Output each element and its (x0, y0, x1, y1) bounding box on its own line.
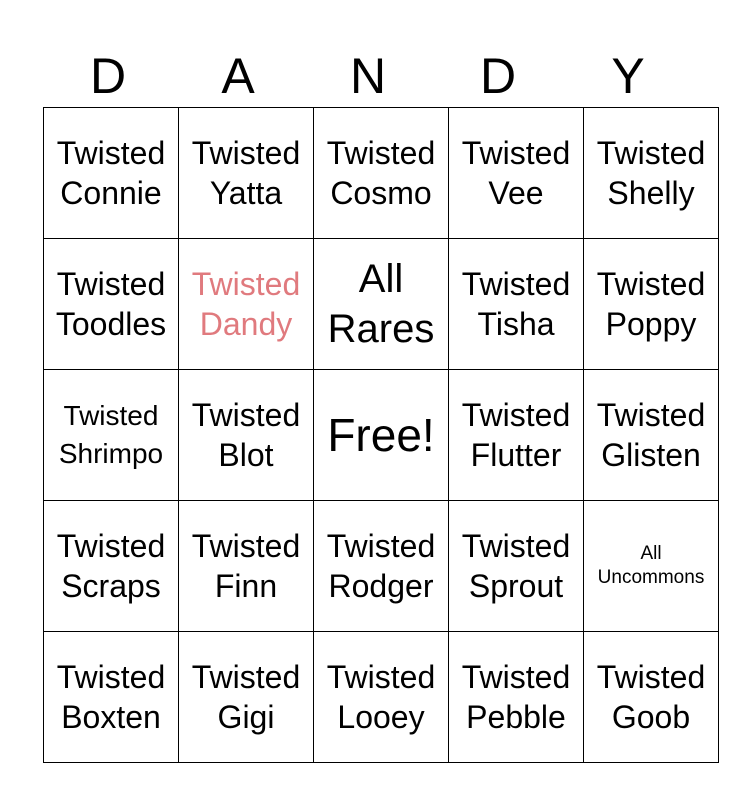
bingo-cell[interactable] (449, 239, 584, 370)
bingo-cell-label: Twisted Rodger (326, 528, 436, 604)
bingo-cell[interactable] (44, 632, 179, 763)
bingo-cell-label: Twisted Cosmo (326, 135, 436, 211)
bingo-cell[interactable] (44, 108, 179, 239)
bingo-cell[interactable] (179, 632, 314, 763)
bingo-cell-label: Twisted Yatta (191, 135, 301, 211)
bingo-row (44, 501, 719, 632)
bingo-cell-label: All Rares (327, 257, 435, 351)
bingo-row (44, 370, 719, 501)
bingo-cell[interactable] (584, 239, 719, 370)
bingo-cell[interactable] (179, 108, 314, 239)
bingo-cell[interactable] (584, 632, 719, 763)
bingo-cell-label: Twisted Goob (596, 659, 706, 735)
bingo-cell[interactable] (179, 501, 314, 632)
bingo-cell[interactable] (314, 108, 449, 239)
bingo-cell-label: Twisted Shelly (596, 135, 706, 211)
bingo-row (44, 108, 719, 239)
bingo-cell[interactable] (584, 370, 719, 501)
bingo-cell-label: Twisted Scraps (56, 528, 166, 604)
bingo-cell-label: Twisted Toodles (55, 266, 167, 342)
bingo-cell[interactable] (44, 370, 179, 501)
bingo-cell-label: Twisted Gigi (191, 659, 301, 735)
bingo-cell-label: Twisted Shrimpo (58, 400, 164, 469)
bingo-cell[interactable] (584, 501, 719, 632)
bingo-cell[interactable] (179, 239, 314, 370)
bingo-cell-label: Twisted Tisha (461, 266, 571, 342)
header-letter-d: D (89, 48, 127, 104)
header-letter-d2: D (479, 48, 517, 104)
bingo-row (44, 632, 719, 763)
bingo-cell[interactable] (44, 501, 179, 632)
bingo-header (43, 46, 693, 106)
bingo-cell-label: Twisted Vee (461, 135, 571, 211)
bingo-cell-label: Twisted Glisten (596, 397, 706, 473)
bingo-cell[interactable] (584, 108, 719, 239)
bingo-cell[interactable] (179, 370, 314, 501)
bingo-cell-label: Twisted Boxten (56, 659, 166, 735)
bingo-cell-label: Twisted Poppy (596, 266, 706, 342)
bingo-cell[interactable] (449, 370, 584, 501)
bingo-cell[interactable] (44, 239, 179, 370)
bingo-cell[interactable] (314, 239, 449, 370)
bingo-cell[interactable] (314, 370, 449, 501)
bingo-cell-label: Twisted Flutter (461, 397, 571, 473)
bingo-cell[interactable] (314, 501, 449, 632)
header-letter-y: Y (611, 48, 645, 104)
bingo-cell-label: Twisted Connie (56, 135, 166, 211)
bingo-cell-label: Free! (327, 409, 435, 461)
bingo-cell-label: Twisted Looey (326, 659, 436, 735)
bingo-cell-label: Twisted Dandy (191, 266, 301, 342)
bingo-cell[interactable] (449, 632, 584, 763)
bingo-cell-label: Twisted Blot (191, 397, 301, 473)
bingo-cell-label: All Uncommons (597, 543, 705, 588)
bingo-cell-label: Twisted Sprout (461, 528, 571, 604)
header-letter-n: N (349, 48, 387, 104)
bingo-board-body (44, 108, 719, 763)
bingo-cell[interactable] (449, 108, 584, 239)
bingo-board (43, 107, 719, 763)
bingo-row (44, 239, 719, 370)
header-letter-a: A (221, 48, 255, 104)
bingo-cell-label: Twisted Pebble (461, 659, 571, 735)
bingo-cell[interactable] (314, 632, 449, 763)
bingo-cell-label: Twisted Finn (191, 528, 301, 604)
bingo-cell[interactable] (449, 501, 584, 632)
